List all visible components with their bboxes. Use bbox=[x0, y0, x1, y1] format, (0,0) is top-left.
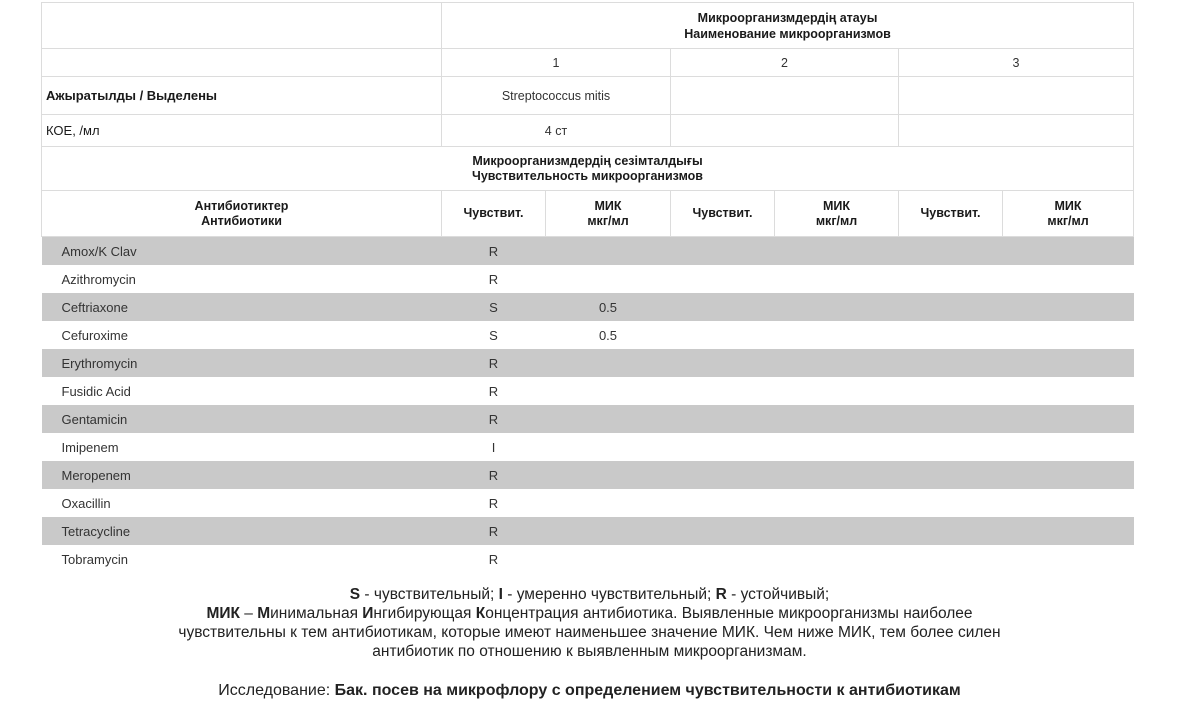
mic-value-1 bbox=[546, 517, 671, 545]
legend-i-text: - умеренно чувствительный; bbox=[502, 586, 716, 603]
mic-value-3 bbox=[1003, 237, 1134, 266]
mic-value-3 bbox=[1003, 461, 1134, 489]
sensitivity-value-2 bbox=[671, 461, 775, 489]
mic-col-1 bbox=[546, 191, 671, 237]
legend-k-letter: К bbox=[475, 605, 486, 622]
sensitivity-value-3 bbox=[899, 265, 1003, 293]
sensitivity-value-2 bbox=[671, 517, 775, 545]
antibiotic-name: Oxacillin bbox=[61, 495, 111, 511]
microorganisms-name-header bbox=[442, 3, 1134, 49]
mic-value-2 bbox=[775, 545, 899, 573]
mic-value-1: 0.5 bbox=[598, 327, 618, 343]
sensitivity-value-1: R bbox=[488, 551, 499, 567]
mic-value-2 bbox=[775, 293, 899, 321]
table-row bbox=[42, 489, 1134, 517]
table-row bbox=[42, 377, 1134, 405]
mic-value-3 bbox=[1003, 517, 1134, 545]
legend-k-rest: онцентрация антибиотика. Выявленные микроорганизмы наиболее bbox=[485, 605, 973, 622]
sensitivity-value-3 bbox=[899, 377, 1003, 405]
sensitivity-value-1: S bbox=[489, 327, 498, 343]
sensitivity-value-3 bbox=[899, 461, 1003, 489]
mic-col-2-unit: мкг/мл bbox=[815, 213, 858, 228]
sensitivity-value-3 bbox=[899, 293, 1003, 321]
mic-value-2 bbox=[775, 349, 899, 377]
mic-value-2 bbox=[775, 517, 899, 545]
mic-value-2 bbox=[775, 405, 899, 433]
mic-value-2 bbox=[775, 377, 899, 405]
mic-value-1 bbox=[546, 265, 671, 293]
mic-value-3 bbox=[1003, 405, 1134, 433]
mic-value-2 bbox=[775, 489, 899, 517]
antibiotic-name: Tobramycin bbox=[61, 551, 128, 567]
table-row bbox=[42, 265, 1134, 293]
antibiotic-name: Fusidic Acid bbox=[61, 383, 131, 399]
mic-value-1: 0.5 bbox=[546, 293, 671, 321]
sensitivity-title-kz: Микроорганизмдердің сезімталдығы bbox=[472, 153, 703, 168]
sensitivity-value-1: R bbox=[488, 495, 499, 511]
mic-col-3-unit: мкг/мл bbox=[1047, 213, 1089, 228]
table-row bbox=[42, 517, 1134, 545]
sensitivity-value-2 bbox=[671, 265, 775, 293]
mic-value-1 bbox=[546, 377, 671, 405]
header-title-kz: Микроорганизмдердің атауы bbox=[697, 10, 878, 25]
column-number-2: 2 bbox=[671, 49, 899, 77]
mic-col-3-title: МИК bbox=[1054, 198, 1082, 213]
study-line bbox=[0, 682, 1179, 700]
legend-i-key: I bbox=[498, 586, 503, 603]
mic-value-2 bbox=[775, 265, 899, 293]
mic-value-1 bbox=[546, 461, 671, 489]
cfu-value-2 bbox=[671, 115, 899, 147]
sensitivity-title-ru: Чувствительность микроорганизмов bbox=[472, 168, 703, 183]
antibiotic-name: Meropenem bbox=[42, 461, 442, 489]
antibiotic-name: Imipenem bbox=[61, 439, 119, 455]
sensitivity-value-2 bbox=[671, 349, 775, 377]
sensitivity-value-1: R bbox=[442, 237, 546, 266]
isolated-label: Ажыратылды / Выделены bbox=[42, 77, 442, 115]
cfu-value-3 bbox=[899, 115, 1134, 147]
cfu-value-1: 4 ст bbox=[442, 115, 671, 147]
sensitivity-value-3 bbox=[899, 545, 1003, 573]
legend-m-rest: инимальная bbox=[270, 605, 363, 622]
antibiotic-name: Azithromycin bbox=[61, 271, 136, 287]
antibiotic-name: Ceftriaxone bbox=[42, 293, 442, 321]
antibiotics-ru: Антибиотики bbox=[201, 213, 282, 228]
table-row bbox=[42, 349, 1134, 377]
sensitivity-value-3 bbox=[899, 237, 1003, 266]
mic-value-3 bbox=[1003, 433, 1134, 461]
sensitivity-value-3 bbox=[899, 517, 1003, 545]
mic-col-3 bbox=[1003, 191, 1134, 237]
sensitivity-value-3 bbox=[899, 321, 1003, 349]
isolated-value-1: Streptococcus mitis bbox=[442, 77, 671, 115]
sensitivity-value-2 bbox=[671, 377, 775, 405]
mic-value-2 bbox=[775, 461, 899, 489]
antibiotic-name: Cefuroxime bbox=[61, 327, 128, 343]
study-value: Бак. посев на микрофлору с определением чувствительности к антибиотикам bbox=[334, 682, 961, 699]
isolated-value-2 bbox=[671, 77, 899, 115]
header-title-ru: Наименование микроорганизмов bbox=[684, 26, 891, 41]
antibiotic-name: Amox/K Clav bbox=[42, 237, 442, 266]
column-number-3: 3 bbox=[899, 49, 1134, 77]
mic-value-1 bbox=[546, 405, 671, 433]
cfu-label: КОЕ, /мл bbox=[42, 115, 442, 147]
mic-value-3 bbox=[1003, 349, 1134, 377]
sensitivity-value-1: R bbox=[488, 271, 499, 287]
isolated-value-3 bbox=[899, 77, 1134, 115]
sensitivity-value-2 bbox=[671, 237, 775, 266]
table-row bbox=[42, 293, 1134, 321]
sensitivity-value-2 bbox=[671, 293, 775, 321]
sensitivity-value-1: R bbox=[442, 405, 546, 433]
sensitivity-value-1: R bbox=[488, 383, 499, 399]
mic-value-3 bbox=[1003, 265, 1134, 293]
mic-value-3 bbox=[1003, 321, 1134, 349]
sensitivity-value-3 bbox=[899, 349, 1003, 377]
sensitivity-col-2: Чувствит. bbox=[671, 191, 775, 237]
legend-line-mic bbox=[0, 604, 1179, 623]
mic-col-2-title: МИК bbox=[822, 198, 851, 213]
study-label: Исследование: bbox=[218, 682, 335, 699]
blank-cell bbox=[42, 49, 442, 77]
mic-value-3 bbox=[1003, 377, 1134, 405]
sensitivity-value-2 bbox=[671, 405, 775, 433]
legend-m-letter: М bbox=[257, 605, 271, 622]
antibiotics-column-header bbox=[42, 191, 442, 237]
table-row bbox=[42, 405, 1134, 433]
mic-value-3 bbox=[1003, 545, 1134, 573]
sensitivity-value-2 bbox=[671, 545, 775, 573]
sensitivity-value-1: R bbox=[442, 349, 546, 377]
mic-col-1-unit: мкг/мл bbox=[587, 213, 629, 228]
sensitivity-value-3 bbox=[899, 433, 1003, 461]
mic-col-1-title: МИК bbox=[594, 198, 622, 213]
legend-i-letter: И bbox=[362, 605, 374, 622]
legend-line-3: антибиотик по отношению к выявленным микроорганизмам. bbox=[372, 643, 807, 660]
legend-s-text: - чувствительный; bbox=[360, 586, 499, 603]
sensitivity-value-1: S bbox=[442, 293, 546, 321]
sensitivity-header bbox=[42, 147, 1134, 191]
legend-r-key: R bbox=[715, 586, 727, 603]
corner-cell bbox=[42, 3, 442, 49]
legend-s-key: S bbox=[349, 586, 361, 603]
antibiotics-kz: Антибиотиктер bbox=[194, 198, 289, 213]
mic-value-2 bbox=[775, 321, 899, 349]
sensitivity-value-2 bbox=[671, 433, 775, 461]
legend-r-text: - устойчивый; bbox=[726, 586, 830, 603]
mic-value-1 bbox=[546, 349, 671, 377]
legend bbox=[0, 585, 1179, 661]
sensitivity-value-1: R bbox=[442, 461, 546, 489]
mic-value-1 bbox=[546, 433, 671, 461]
table-row bbox=[42, 461, 1134, 489]
antibiotic-name: Gentamicin bbox=[42, 405, 442, 433]
mic-value-2 bbox=[775, 237, 899, 266]
legend-i-rest: нгибирующая bbox=[373, 605, 476, 622]
table-row bbox=[42, 545, 1134, 573]
legend-line-2: чувствительны к тем антибиотикам, которые имеют наименьшее значение МИК. Чем ниже МИК, тем более силен bbox=[178, 624, 1001, 641]
mic-value-3 bbox=[1003, 489, 1134, 517]
sensitivity-col-3: Чувствит. bbox=[899, 191, 1003, 237]
table-row bbox=[42, 321, 1134, 349]
table-row bbox=[42, 433, 1134, 461]
sensitivity-value-3 bbox=[899, 489, 1003, 517]
legend-mic-abbr: МИК bbox=[206, 605, 240, 622]
sensitivity-value-2 bbox=[671, 321, 775, 349]
sensitivity-col-1: Чувствит. bbox=[442, 191, 546, 237]
mic-col-2 bbox=[775, 191, 899, 237]
mic-value-1 bbox=[546, 545, 671, 573]
mic-value-2 bbox=[775, 433, 899, 461]
results-table bbox=[41, 2, 1134, 573]
mic-value-1 bbox=[546, 489, 671, 517]
antibiotic-name: Erythromycin bbox=[42, 349, 442, 377]
legend-mic-dash: – bbox=[239, 605, 258, 622]
sensitivity-value-3 bbox=[899, 405, 1003, 433]
mic-value-1 bbox=[546, 237, 671, 266]
sensitivity-value-1: R bbox=[442, 517, 546, 545]
sensitivity-value-1: I bbox=[491, 439, 496, 455]
table-row bbox=[42, 237, 1134, 266]
sensitivity-value-2 bbox=[671, 489, 775, 517]
antibiotic-name: Tetracycline bbox=[42, 517, 442, 545]
legend-line-sir bbox=[0, 585, 1179, 604]
mic-value-3 bbox=[1003, 293, 1134, 321]
column-number-1: 1 bbox=[442, 49, 671, 77]
